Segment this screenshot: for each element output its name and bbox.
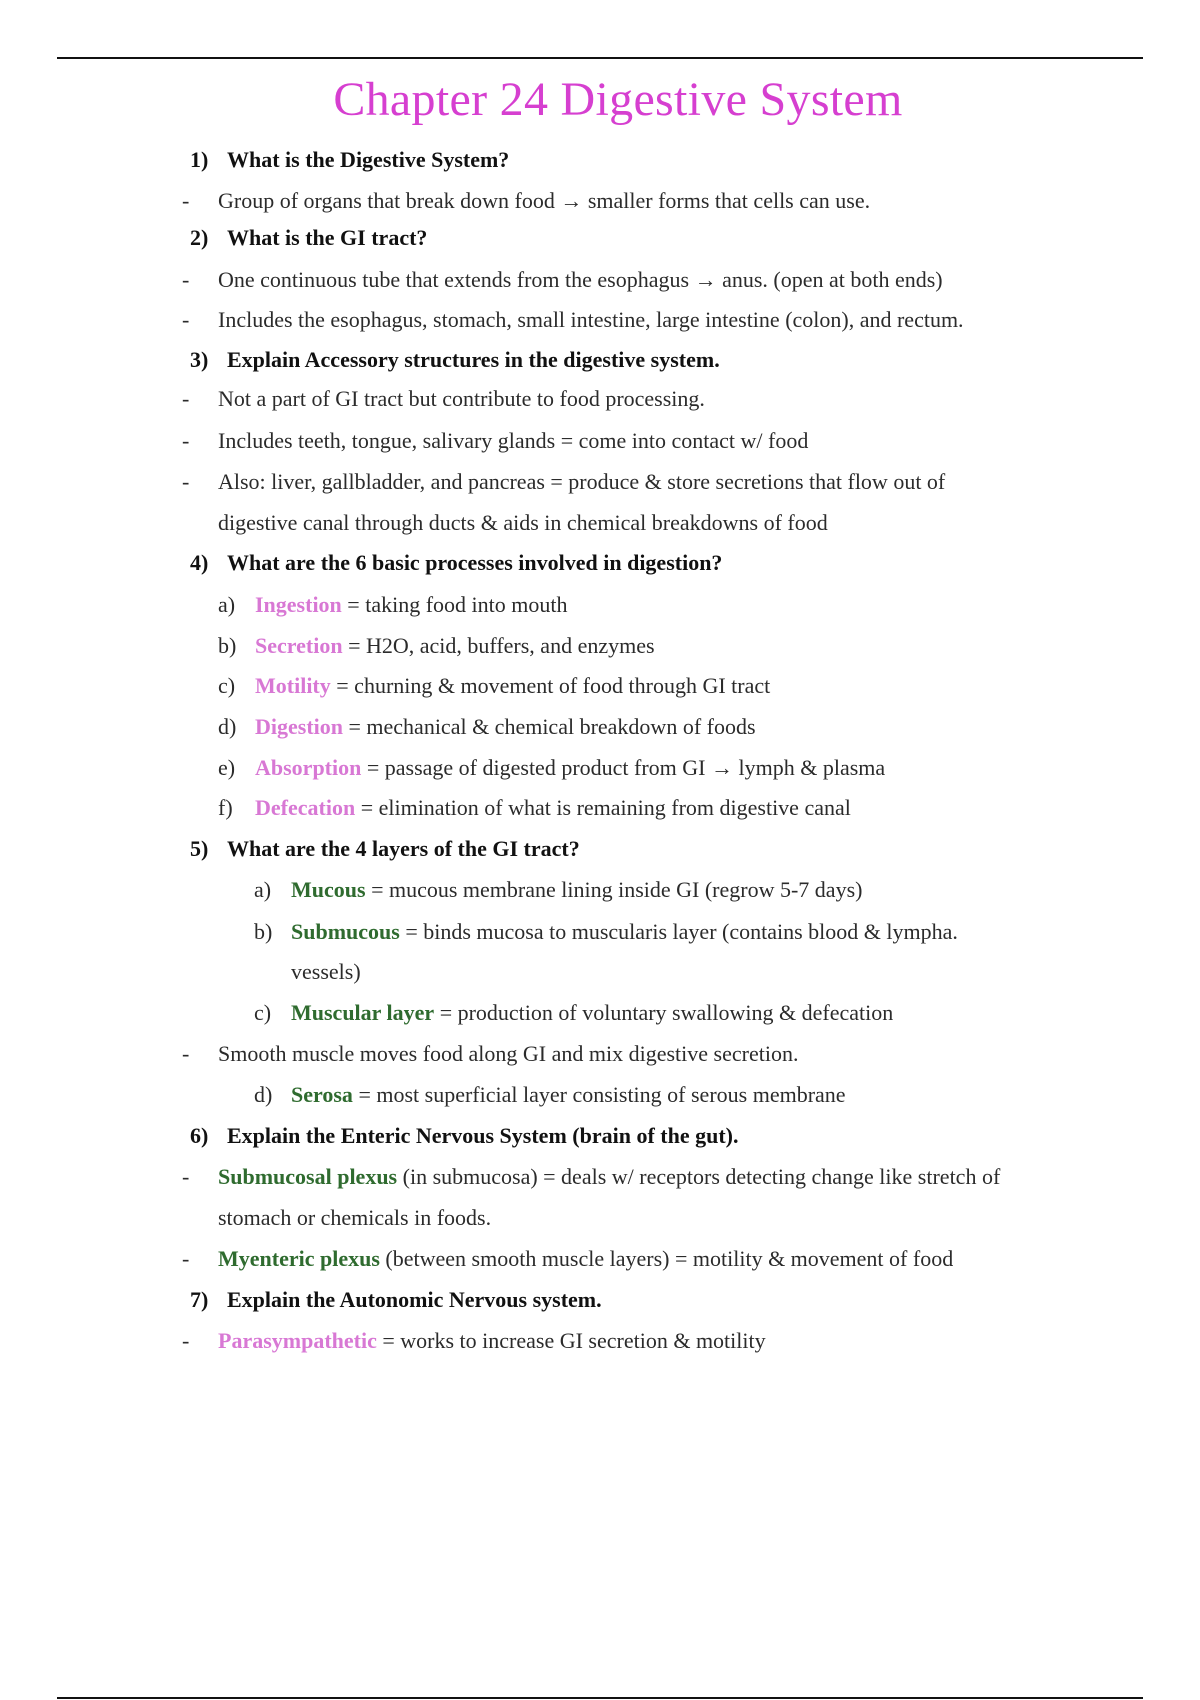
- bullet-dash: -: [182, 1246, 190, 1271]
- lettered-item: [218, 631, 655, 661]
- term-definition: = elimination of what is remaining from digestive canal: [355, 795, 851, 820]
- bullet-item: [182, 186, 870, 216]
- bullet-dash: -: [182, 469, 190, 494]
- term-definition: = passage of digested product from GI → lymph & plasma: [361, 755, 886, 780]
- question-text: Explain the Enteric Nervous System (brain of the gut).: [227, 1123, 739, 1148]
- term-definition: = churning & movement of food through GI tract: [330, 673, 771, 698]
- key-term: Serosa: [291, 1082, 353, 1107]
- bullet-item: [182, 467, 945, 497]
- bullet-item: [182, 426, 808, 456]
- term-definition: = mechanical & chemical breakdown of foods: [343, 714, 756, 739]
- bullet-item: [182, 265, 943, 295]
- lettered-item: [254, 875, 862, 905]
- key-term: Mucous: [291, 877, 366, 902]
- bullet-dash: -: [182, 1041, 190, 1066]
- bullet-dash: -: [182, 1164, 190, 1189]
- term-definition: = works to increase GI secretion & motility: [376, 1328, 766, 1353]
- question-heading: [190, 223, 427, 253]
- question-heading: [190, 1121, 738, 1151]
- question-number: 6): [190, 1123, 209, 1148]
- key-term: Digestion: [255, 714, 343, 739]
- lettered-item: [218, 671, 770, 701]
- bullet-text: Not a part of GI tract but contribute to food processing.: [218, 386, 705, 411]
- question-heading: [190, 145, 509, 175]
- bottom-rule: [57, 1697, 1143, 1699]
- key-term: Ingestion: [255, 592, 342, 617]
- bullet-item: [182, 1162, 1000, 1192]
- term-definition: = mucous membrane lining inside GI (regrow 5-7 days): [365, 877, 863, 902]
- question-text: What are the 6 basic processes involved in digestion?: [227, 550, 723, 575]
- item-letter: d): [218, 714, 237, 739]
- bullet-text: One continuous tube that extends from the esophagus → anus. (open at both ends): [218, 267, 943, 292]
- question-number: 1): [190, 147, 209, 172]
- lettered-item: [218, 712, 756, 742]
- key-term: Defecation: [255, 795, 356, 820]
- bullet-text: Smooth muscle moves food along GI and mix digestive secretion.: [218, 1041, 799, 1066]
- bullet-dash: -: [182, 386, 190, 411]
- term-definition: (between smooth muscle layers) = motility & movement of food: [379, 1246, 954, 1271]
- lettered-item: [254, 917, 958, 947]
- key-term: Motility: [255, 673, 331, 698]
- key-term: Submucous: [291, 919, 400, 944]
- term-definition: = H2O, acid, buffers, and enzymes: [342, 633, 655, 658]
- key-term: Myenteric plexus: [218, 1246, 380, 1271]
- key-term: Parasympathetic: [218, 1328, 377, 1353]
- item-letter: e): [218, 755, 236, 780]
- key-term: Muscular layer: [291, 1000, 435, 1025]
- question-heading: [190, 548, 722, 578]
- bullet-item: [182, 1244, 953, 1274]
- continuation-text-span: stomach or chemicals in foods.: [218, 1205, 492, 1230]
- key-term: Secretion: [255, 633, 343, 658]
- question-heading: [190, 345, 720, 375]
- continuation-text-span: digestive canal through ducts & aids in chemical breakdowns of food: [218, 510, 828, 535]
- bullet-text: Also: liver, gallbladder, and pancreas = produce & store secretions that flow out of: [218, 469, 946, 494]
- question-number: 3): [190, 347, 209, 372]
- question-heading: [190, 1285, 602, 1315]
- bullet-text: Includes teeth, tongue, salivary glands = come into contact w/ food: [218, 428, 809, 453]
- bullet-dash: -: [182, 1328, 190, 1353]
- page-title: Chapter 24 Digestive System: [333, 73, 903, 126]
- question-text: What is the Digestive System?: [227, 147, 510, 172]
- continuation-text: [291, 957, 361, 987]
- bullet-text: Includes the esophagus, stomach, small intestine, large intestine (colon), and rectum.: [218, 307, 964, 332]
- item-letter: b): [218, 633, 237, 658]
- question-text: Explain the Autonomic Nervous system.: [227, 1287, 602, 1312]
- item-letter: b): [254, 919, 273, 944]
- lettered-item: [218, 590, 567, 620]
- question-text: Explain Accessory structures in the digestive system.: [227, 347, 720, 372]
- question-text: What are the 4 layers of the GI tract?: [227, 836, 580, 861]
- continuation-text-span: vessels): [291, 959, 361, 984]
- term-definition: = taking food into mouth: [341, 592, 568, 617]
- item-letter: a): [254, 877, 272, 902]
- question-number: 2): [190, 225, 209, 250]
- lettered-item: [218, 753, 885, 783]
- item-letter: a): [218, 592, 236, 617]
- term-definition: = binds mucosa to muscularis layer (contains blood & lympha.: [399, 919, 958, 944]
- bullet-item: [182, 305, 964, 335]
- bullet-dash: -: [182, 428, 190, 453]
- bullet-item: [182, 384, 705, 414]
- bullet-dash: -: [182, 307, 190, 332]
- bullet-item: [182, 1039, 798, 1069]
- term-definition: = most superficial layer consisting of serous membrane: [352, 1082, 846, 1107]
- bullet-item: [182, 1326, 766, 1356]
- bullet-text: Group of organs that break down food → smaller forms that cells can use.: [218, 188, 871, 213]
- term-definition: (in submucosa) = deals w/ receptors detecting change like stretch of: [397, 1164, 1001, 1189]
- item-letter: d): [254, 1082, 273, 1107]
- top-rule: [57, 57, 1143, 59]
- question-number: 4): [190, 550, 209, 575]
- term-definition: = production of voluntary swallowing & defecation: [434, 1000, 894, 1025]
- lettered-item: [254, 998, 893, 1028]
- continuation-text: [218, 1203, 491, 1233]
- lettered-item: [254, 1080, 846, 1110]
- bullet-dash: -: [182, 188, 190, 213]
- question-number: 7): [190, 1287, 209, 1312]
- lettered-item: [218, 793, 851, 823]
- item-letter: c): [254, 1000, 272, 1025]
- question-number: 5): [190, 836, 209, 861]
- question-heading: [190, 834, 580, 864]
- item-letter: c): [218, 673, 236, 698]
- key-term: Absorption: [255, 755, 362, 780]
- key-term: Submucosal plexus: [218, 1164, 398, 1189]
- item-letter: f): [218, 795, 233, 820]
- question-text: What is the GI tract?: [227, 225, 428, 250]
- bullet-dash: -: [182, 267, 190, 292]
- continuation-text: [218, 508, 828, 538]
